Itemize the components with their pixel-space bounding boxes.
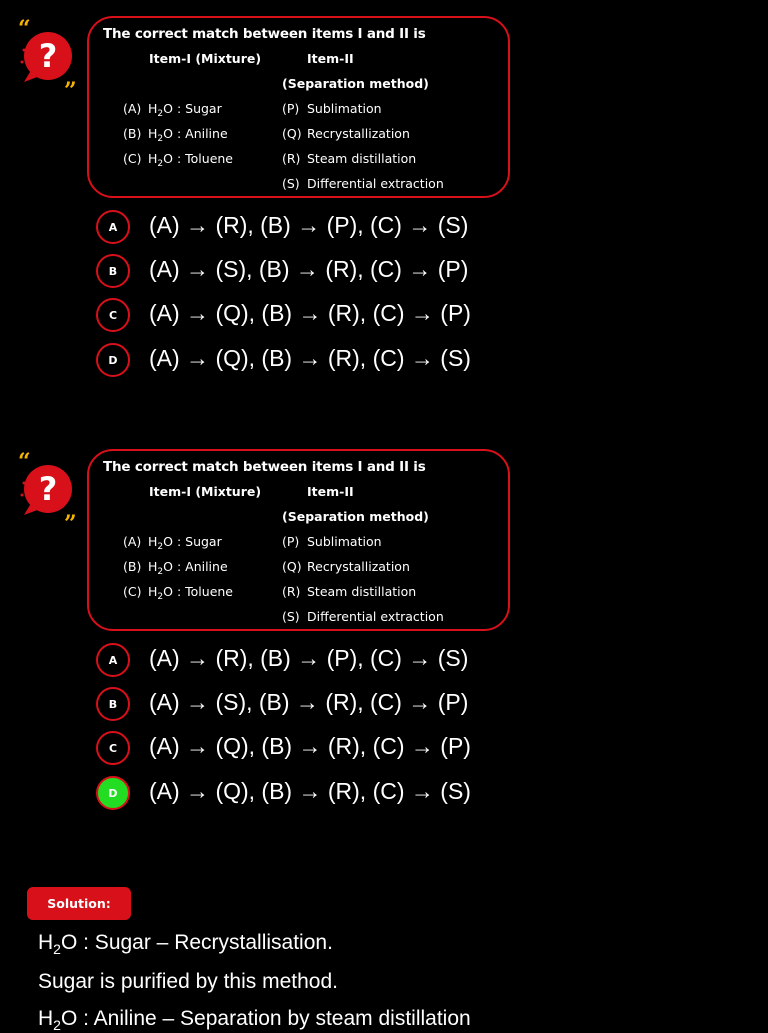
- item2-header: Item-II: [307, 484, 354, 499]
- solution-line: Sugar is purified by this method.: [38, 970, 338, 993]
- option-text: (A) → (Q), (B) → (R), (C) → (S): [149, 778, 471, 804]
- item1-row: (A) $H_2O$ : Sugar: [123, 101, 222, 119]
- option-letter[interactable]: D: [96, 343, 130, 377]
- item2-row: (R) Steam distillation: [282, 151, 417, 166]
- option-letter[interactable]: B: [96, 254, 130, 288]
- item1-header: Item-I (Mixture): [149, 484, 262, 499]
- question-title: The correct match between items I and II is: [103, 459, 426, 475]
- option-text: (A) → (S), (B) → (R), (C) → (P): [149, 689, 469, 715]
- option-letter[interactable]: C: [96, 731, 130, 765]
- solution-badge: Solution:: [27, 887, 131, 920]
- svg-text:”: ”: [64, 511, 77, 537]
- option-text: (A) → (R), (B) → (P), (C) → (S): [149, 212, 469, 238]
- item1-header: Item-I (Mixture): [149, 51, 262, 66]
- solution-line: $H_2O$ : Sugar – Recrystallisation.: [38, 931, 333, 957]
- item2-row: (P) Sublimation: [282, 101, 382, 116]
- item1-row: (B) $H_2O$ : Aniline: [123, 126, 228, 144]
- item2-row: (S) Differential extraction: [282, 609, 444, 624]
- item2-header: Item-II: [307, 51, 354, 66]
- item2-row: (S) Differential extraction: [282, 176, 444, 191]
- option-text: (A) → (S), (B) → (R), (C) → (P): [149, 256, 469, 282]
- item1-row: (B) $H_2O$ : Aniline: [123, 559, 228, 577]
- option-text: (A) → (R), (B) → (P), (C) → (S): [149, 645, 469, 671]
- svg-text:?: ?: [38, 470, 58, 508]
- question-card: [87, 449, 510, 631]
- solution-line: $H_2O$ : Aniline – Separation by steam distillation: [38, 1007, 471, 1033]
- option-letter[interactable]: A: [96, 643, 130, 677]
- svg-text:?: ?: [38, 37, 58, 75]
- question-title: The correct match between items I and II is: [103, 26, 426, 42]
- item1-row: (C) $H_2O$ : Toluene: [123, 584, 233, 602]
- option-letter[interactable]: C: [96, 298, 130, 332]
- item2-subheader: (Separation method): [282, 509, 429, 524]
- option-text: (A) → (Q), (B) → (R), (C) → (P): [149, 733, 471, 759]
- option-text: (A) → (Q), (B) → (R), (C) → (P): [149, 300, 471, 326]
- option-letter[interactable]: A: [96, 210, 130, 244]
- svg-text:“: “: [18, 449, 31, 475]
- option-text: (A) → (Q), (B) → (R), (C) → (S): [149, 345, 471, 371]
- question-bubble-icon: [16, 449, 88, 537]
- item2-subheader: (Separation method): [282, 76, 429, 91]
- item2-row: (Q) Recrystallization: [282, 559, 410, 574]
- question-card: [87, 16, 510, 198]
- option-letter[interactable]: B: [96, 687, 130, 721]
- item1-row: (C) $H_2O$ : Toluene: [123, 151, 233, 169]
- item1-row: (A) $H_2O$ : Sugar: [123, 534, 222, 552]
- item2-row: (R) Steam distillation: [282, 584, 417, 599]
- svg-text:”: ”: [64, 78, 77, 104]
- option-letter[interactable]: D: [96, 776, 130, 810]
- item2-row: (P) Sublimation: [282, 534, 382, 549]
- item2-row: (Q) Recrystallization: [282, 126, 410, 141]
- svg-text:“: “: [18, 16, 31, 42]
- question-bubble-icon: [16, 16, 88, 104]
